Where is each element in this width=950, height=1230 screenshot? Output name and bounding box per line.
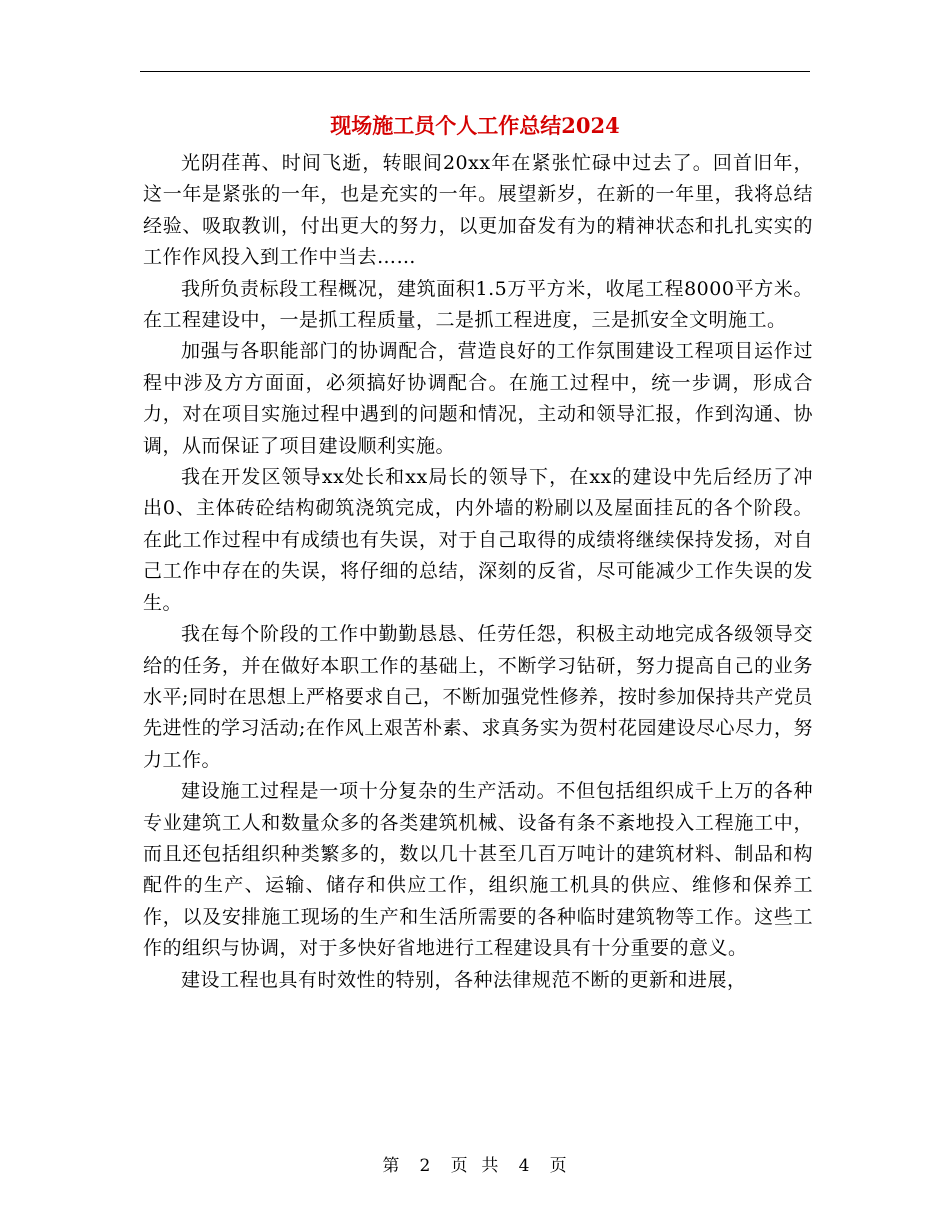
page-footer (0, 1154, 950, 1178)
paragraph: 光阴荏苒、时间飞逝，转眼间20xx年在紧张忙碌中过去了。回首旧年，这一年是紧张的一年，也是充实的一年。展望新岁，在新的一年里，我将总结经验、吸取教训，付出更大的努力，以更加奋发有为的精神状态和扎扎实实的工作作风投入到工作中当去…… (143, 152, 813, 269)
document-body (143, 148, 813, 996)
paragraph: 我在开发区领导xx处长和xx局长的领导下，在xx的建设中先后经历了冲出0、主体砖砼结构砌筑浇筑完成，内外墙的粉刷以及屋面挂瓦的各个阶段。在此工作过程中有成绩也有失误，对于自己取得的成绩将继续保持发扬，对自己工作中存在的失误，将仔细的总结，深刻的反省，尽可能减少工作失误的发生。 (143, 466, 813, 614)
page-label-middle: 页 共 (450, 1156, 500, 1176)
current-page-number: 2 (419, 1156, 432, 1176)
header-rule (140, 71, 810, 72)
paragraph: 我所负责标段工程概况，建筑面积1.5万平方米，收尾工程8000平方米。在工程建设中，一是抓工程质量，二是抓工程进度，三是抓安全文明施工。 (143, 277, 813, 332)
paragraph: 我在每个阶段的工作中勤勤恳恳、任劳任怨，积极主动地完成各级领导交给的任务，并在做好本职工作的基础上，不断学习钻研，努力提高自己的业务水平;同时在思想上严格要求自己，不断加强党性修养，按时参加保持共产党员先进性的学习活动;在作风上艰苦朴素、求真务实为贺村花园建设尽心尽力，努力工作。 (143, 623, 813, 771)
paragraph: 加强与各职能部门的协调配合，营造良好的工作氛围建设工程项目运作过程中涉及方方面面，必须搞好协调配合。在施工过程中，统一步调，形成合力，对在项目实施过程中遇到的问题和情况，主动和领导汇报，作到沟通、协调，从而保证了项目建设顺利实施。 (143, 340, 813, 457)
page-label-suffix: 页 (549, 1156, 568, 1176)
paragraph: 建设工程也具有时效性的特别，各种法律规范不断的更新和进展， (181, 968, 747, 991)
paragraph: 建设施工过程是一项十分复杂的生产活动。不但包括组织成千上万的各种专业建筑工人和数量众多的各类建筑机械、设备有条不紊地投入工程施工中，而且还包括组织种类繁多的，数以几十甚至几百万吨计的建筑材料、制品和构配件的生产、运输、储存和供应工作，组织施工机具的供应、维修和保养工作，以及安排施工现场的生产和生活所需要的各种临时建筑物等工作。这些工作的组织与协调，对于多快好省地进行工程建设具有十分重要的意义。 (143, 780, 813, 960)
document-title: 现场施工员个人工作总结2024 (330, 113, 620, 138)
page-label-prefix: 第 (382, 1156, 401, 1176)
total-pages-number: 4 (518, 1156, 531, 1176)
